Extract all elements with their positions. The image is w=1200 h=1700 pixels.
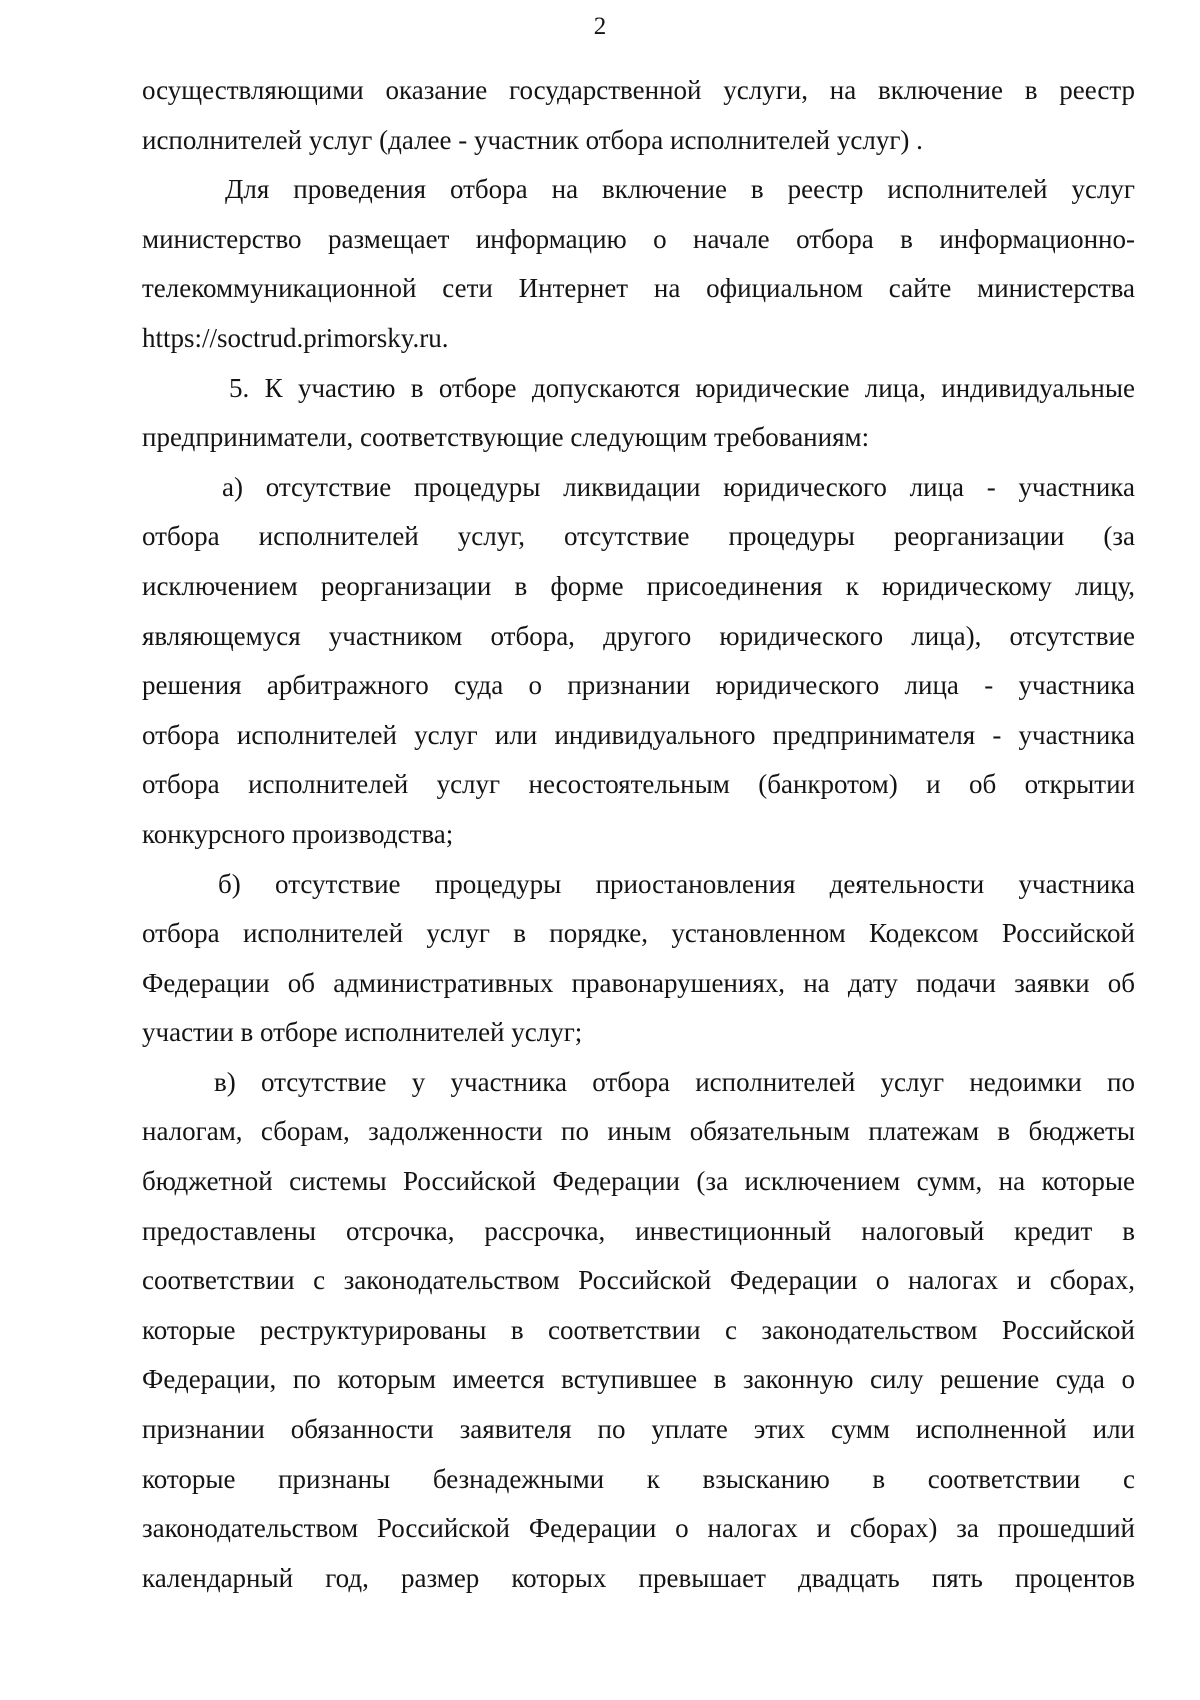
text-line: https://soctrud.primorsky.ru.: [142, 322, 449, 353]
text-line: конкурсного производства;: [142, 818, 454, 849]
text-line: отбора исполнителей услуг несостоятельным (банкротом) и об открытии: [142, 769, 1135, 800]
text-line: являющемуся участником отбора, другого юридического лица), отсутствие: [142, 620, 1135, 651]
text-line: исключением реорганизации в форме присоединения к юридическому лицу,: [142, 570, 1135, 601]
text-line: б) отсутствие процедуры приостановления деятельности участника: [218, 868, 1135, 899]
paragraph-item-a: [142, 463, 1135, 860]
text-line: Федерации, по которым имеется вступившее в законную силу решение суда о: [142, 1364, 1135, 1395]
text-line: отбора исполнителей услуг, отсутствие процедуры реорганизации (за: [142, 521, 1135, 552]
text-line: отбора исполнителей услуг или индивидуального предпринимателя - участника: [142, 719, 1135, 750]
text-line: телекоммуникационной сети Интернет на официальном сайте министерства: [142, 273, 1135, 304]
paragraph-selection-announcement: [142, 165, 1135, 363]
text-line: в) отсутствие у участника отбора исполнителей услуг недоимки по: [214, 1066, 1135, 1097]
paragraph-item-5: [142, 364, 1135, 463]
text-line: а) отсутствие процедуры ликвидации юридического лица - участника: [222, 471, 1135, 502]
text-line: предоставлены отсрочка, рассрочка, инвестиционный налоговый кредит в: [142, 1215, 1135, 1246]
document-body: [142, 66, 1135, 1603]
text-line: бюджетной системы Российской Федерации (за исключением сумм, на которые: [142, 1166, 1135, 1197]
text-line: отбора исполнителей услуг в порядке, установленном Кодексом Российской: [142, 918, 1135, 949]
text-line: участии в отборе исполнителей услуг;: [142, 1017, 583, 1048]
text-line: исполнителей услуг (далее - участник отбора исполнителей услуг) .: [142, 124, 923, 155]
text-line: 5. К участию в отборе допускаются юридические лица, индивидуальные: [229, 372, 1135, 403]
paragraph-intro-continuation: [142, 66, 1135, 165]
text-line: предприниматели, соответствующие следующим требованиям:: [142, 422, 870, 453]
text-line: министерство размещает информацию о начале отбора в информационно-: [142, 223, 1135, 254]
paragraph-item-b: [142, 860, 1135, 1058]
text-line: Для проведения отбора на включение в реестр исполнителей услуг: [225, 174, 1135, 205]
text-line: Федерации об административных правонарушениях, на дату подачи заявки об: [142, 967, 1135, 998]
text-line: соответствии с законодательством Российской Федерации о налогах и сборах,: [142, 1265, 1135, 1296]
text-line: решения арбитражного суда о признании юридического лица - участника: [142, 670, 1135, 701]
text-line: признании обязанности заявителя по уплате этих сумм исполненной или: [142, 1414, 1135, 1445]
text-line: осуществляющими оказание государственной услуги, на включение в реестр: [142, 75, 1135, 105]
text-line: законодательством Российской Федерации о налогах и сборах) за прошедший: [142, 1513, 1135, 1544]
text-line: налогам, сборам, задолженности по иным обязательным платежам в бюджеты: [142, 1116, 1135, 1147]
text-line: календарный год, размер которых превышает двадцать пять процентов: [142, 1562, 1135, 1593]
paragraph-item-v: [142, 1058, 1135, 1604]
page-number: 2: [593, 13, 607, 40]
text-line: которые реструктурированы в соответствии с законодательством Российской: [142, 1314, 1135, 1345]
text-line: которые признаны безнадежными к взысканию в соответствии с: [142, 1463, 1135, 1494]
